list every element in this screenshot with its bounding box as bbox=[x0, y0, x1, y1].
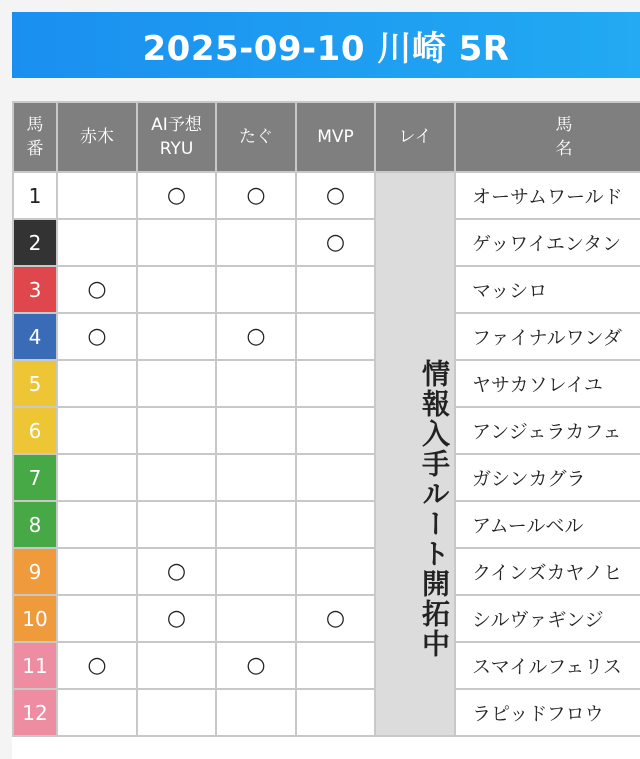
horse-number: 7 bbox=[13, 454, 57, 501]
mark-cell-tagu bbox=[216, 454, 296, 501]
horse-name: ファイナルワンダ bbox=[455, 313, 640, 360]
mark-cell-mvp bbox=[296, 501, 375, 548]
table-row bbox=[13, 642, 640, 689]
mark-cell-mvp bbox=[296, 642, 375, 689]
mark-cell-akagi bbox=[57, 219, 137, 266]
header-row bbox=[13, 102, 640, 172]
table-row bbox=[13, 266, 640, 313]
race-title: 2025-09-10 川崎 5R bbox=[12, 12, 640, 78]
mark-cell-tagu bbox=[216, 642, 296, 689]
circle-mark: ○ bbox=[246, 653, 266, 678]
header-tagu: たぐ bbox=[216, 102, 296, 172]
mark-cell-akagi bbox=[57, 360, 137, 407]
table-row bbox=[13, 548, 640, 595]
table-row bbox=[13, 172, 640, 219]
mark-cell-tagu bbox=[216, 501, 296, 548]
mark-cell-mvp bbox=[296, 689, 375, 736]
mark-cell-tagu bbox=[216, 266, 296, 313]
header-ai-ryu: AI予想 RYU bbox=[137, 102, 216, 172]
mark-cell-mvp bbox=[296, 595, 375, 642]
circle-mark: ○ bbox=[166, 559, 187, 584]
table-row bbox=[13, 501, 640, 548]
mark-cell-akagi bbox=[57, 313, 137, 360]
horse-name: ガシンカグラ bbox=[455, 454, 640, 501]
mark-cell-mvp bbox=[296, 360, 375, 407]
horse-number: 3 bbox=[13, 266, 57, 313]
mark-cell-tagu bbox=[216, 548, 296, 595]
mark-cell-tagu bbox=[216, 219, 296, 266]
mark-cell-ai bbox=[137, 501, 216, 548]
horse-name: アンジェラカフェ bbox=[455, 407, 640, 454]
circle-mark: ○ bbox=[325, 230, 346, 255]
mark-cell-mvp bbox=[296, 454, 375, 501]
mark-cell-ai bbox=[137, 689, 216, 736]
header-horse-number: 馬 番 bbox=[13, 102, 57, 172]
mark-cell-ai bbox=[137, 172, 216, 219]
mark-cell-mvp bbox=[296, 548, 375, 595]
circle-mark: ○ bbox=[246, 183, 266, 208]
table-row bbox=[13, 219, 640, 266]
circle-mark: ○ bbox=[87, 324, 107, 349]
table-row bbox=[13, 689, 640, 736]
circle-mark: ○ bbox=[166, 606, 187, 631]
header-horse-name: 馬 名 bbox=[455, 102, 640, 172]
horse-name: スマイルフェリス bbox=[455, 642, 640, 689]
table-row bbox=[13, 313, 640, 360]
mark-cell-ai bbox=[137, 360, 216, 407]
mark-cell-tagu bbox=[216, 313, 296, 360]
mark-cell-mvp bbox=[296, 172, 375, 219]
mark-cell-tagu bbox=[216, 407, 296, 454]
mark-cell-akagi bbox=[57, 172, 137, 219]
horse-number: 6 bbox=[13, 407, 57, 454]
table-row bbox=[13, 454, 640, 501]
mark-cell-akagi bbox=[57, 266, 137, 313]
mark-cell-tagu bbox=[216, 172, 296, 219]
mark-cell-akagi bbox=[57, 407, 137, 454]
mark-cell-akagi bbox=[57, 501, 137, 548]
horse-name: マッシロ bbox=[455, 266, 640, 313]
prediction-table bbox=[12, 101, 640, 737]
mark-cell-mvp bbox=[296, 313, 375, 360]
circle-mark: ○ bbox=[325, 606, 346, 631]
table-row bbox=[13, 407, 640, 454]
horse-number: 9 bbox=[13, 548, 57, 595]
mark-cell-ai bbox=[137, 407, 216, 454]
mark-cell-mvp bbox=[296, 266, 375, 313]
mark-cell-akagi bbox=[57, 548, 137, 595]
horse-name: ゲッワイエンタン bbox=[455, 219, 640, 266]
table-row bbox=[13, 360, 640, 407]
mark-cell-akagi bbox=[57, 595, 137, 642]
circle-mark: ○ bbox=[87, 277, 107, 302]
mark-cell-mvp bbox=[296, 407, 375, 454]
circle-mark: ○ bbox=[246, 324, 266, 349]
horse-name: ラピッドフロウ bbox=[455, 689, 640, 736]
header-akagi: 赤木 bbox=[57, 102, 137, 172]
table-body bbox=[13, 172, 640, 736]
mark-cell-akagi bbox=[57, 642, 137, 689]
horse-number: 12 bbox=[13, 689, 57, 736]
horse-number: 10 bbox=[13, 595, 57, 642]
horse-number: 4 bbox=[13, 313, 57, 360]
mark-cell-ai bbox=[137, 313, 216, 360]
horse-name: ヤサカソレイユ bbox=[455, 360, 640, 407]
mark-cell-ai bbox=[137, 595, 216, 642]
mark-cell-ai bbox=[137, 642, 216, 689]
table-row bbox=[13, 595, 640, 642]
mark-cell-akagi bbox=[57, 689, 137, 736]
header-mvp: MVP bbox=[296, 102, 375, 172]
horse-name: シルヴァギンジ bbox=[455, 595, 640, 642]
mark-cell-ai bbox=[137, 219, 216, 266]
horse-number: 1 bbox=[13, 172, 57, 219]
horse-number: 11 bbox=[13, 642, 57, 689]
header-rei: レイ bbox=[375, 102, 455, 172]
mark-cell-akagi bbox=[57, 454, 137, 501]
circle-mark: ○ bbox=[166, 183, 187, 208]
mark-cell-mvp bbox=[296, 219, 375, 266]
prediction-table-container[interactable] bbox=[12, 101, 640, 759]
horse-number: 2 bbox=[13, 219, 57, 266]
horse-name: クインズカヤノヒ bbox=[455, 548, 640, 595]
horse-number: 5 bbox=[13, 360, 57, 407]
mark-cell-ai bbox=[137, 548, 216, 595]
mark-cell-tagu bbox=[216, 595, 296, 642]
horse-name: オーサムワールド bbox=[455, 172, 640, 219]
horse-name: アムールベル bbox=[455, 501, 640, 548]
mark-cell-tagu bbox=[216, 360, 296, 407]
mark-cell-ai bbox=[137, 454, 216, 501]
rei-status-text: 情報入手ルート開拓中 bbox=[375, 172, 455, 736]
mark-cell-ai bbox=[137, 266, 216, 313]
mark-cell-tagu bbox=[216, 689, 296, 736]
circle-mark: ○ bbox=[87, 653, 107, 678]
circle-mark: ○ bbox=[325, 183, 346, 208]
horse-number: 8 bbox=[13, 501, 57, 548]
